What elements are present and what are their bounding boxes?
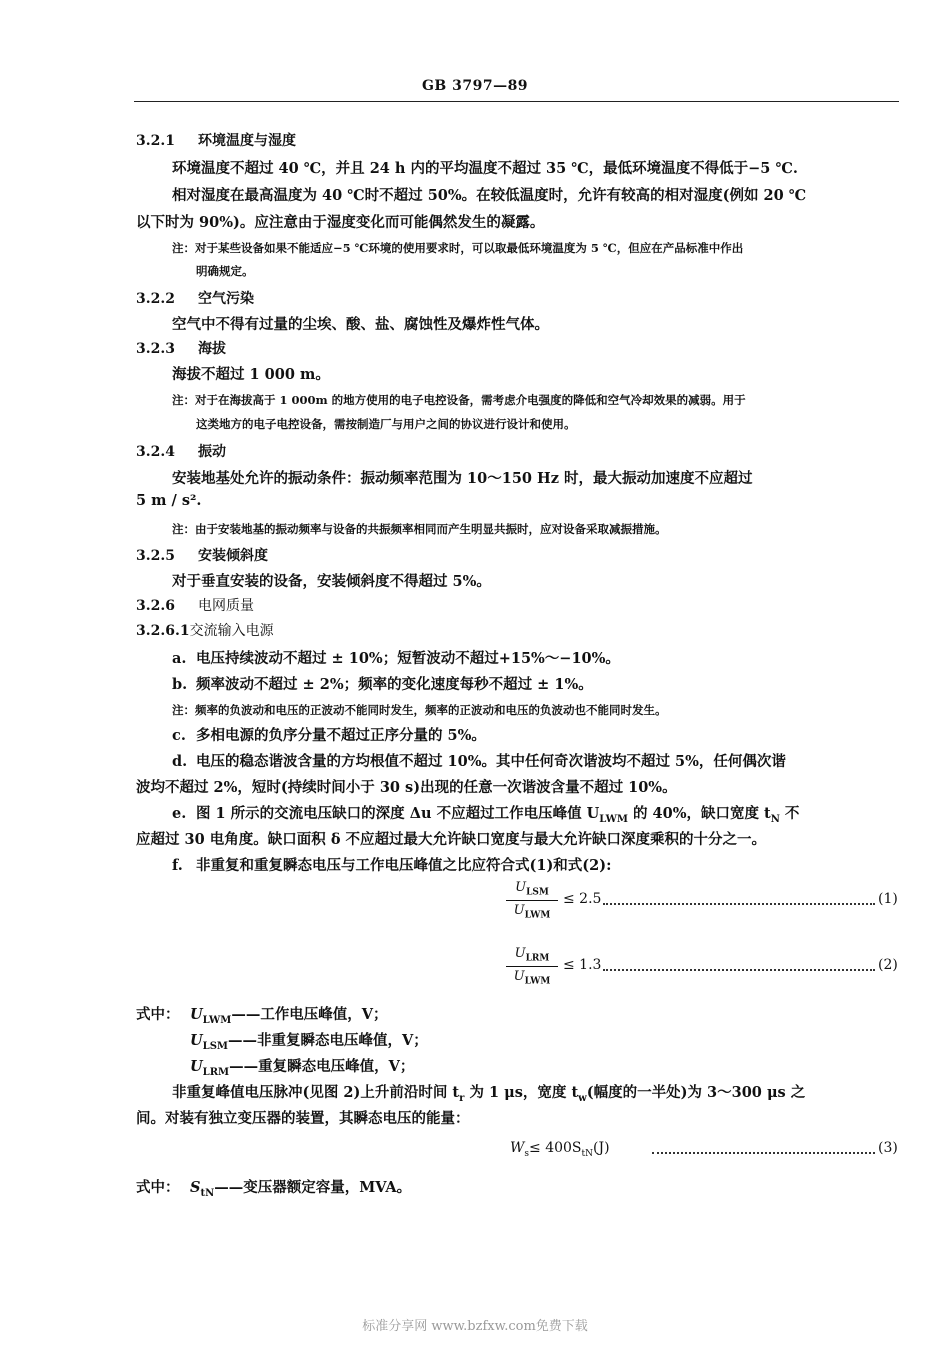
section-title: 交流输入电源 <box>189 623 274 639</box>
item-text: 频率波动不超过 ± 2%；频率的变化速度每秒不超过 ± 1%。 <box>196 676 593 693</box>
symbol: S <box>190 1179 201 1196</box>
item-text: 不 <box>779 805 800 822</box>
list-item-a <box>172 647 620 668</box>
symbol: W <box>510 1140 525 1156</box>
subscript: LSM <box>526 887 549 898</box>
formula-1-number: (1) <box>878 891 898 907</box>
paragraph: 5 m / s². <box>136 492 202 509</box>
definition: ——非重复瞬态电压峰值，V； <box>227 1032 428 1049</box>
section-3-2-1-heading <box>136 130 296 150</box>
item-text: 电压持续波动不超过 ± 10%；短暂波动不超过+15%～−10%。 <box>196 650 620 667</box>
leader-dots <box>652 1152 875 1154</box>
formula-1-relation: ≤ 2.5 <box>563 891 602 907</box>
item-key: e. <box>172 805 187 822</box>
formula-1-fraction <box>506 880 558 920</box>
subscript: LRM <box>202 1066 230 1078</box>
item-text: 非重复和重复瞬态电压与工作电压峰值之比应符合式(1)和式(2): <box>196 857 612 874</box>
formula-2-relation: ≤ 1.3 <box>563 957 602 973</box>
paragraph: 应超过 30 电角度。缺口面积 δ 不应超过最大允许缺口宽度与最大允许缺口深度乘积的十分之一。 <box>136 831 767 848</box>
list-item-e <box>172 802 799 825</box>
section-title: 电网质量 <box>198 598 254 614</box>
symbol: U <box>190 1032 203 1049</box>
list-item-b <box>172 673 593 694</box>
section-title: 振动 <box>198 444 226 460</box>
subscript: LWM <box>524 910 551 921</box>
section-title: 海拔 <box>198 341 226 357</box>
paragraph: 安装地基处允许的振动条件：振动频率范围为 10～150 Hz 时，最大振动加速度不应超过 <box>172 470 753 487</box>
formula-3-expression <box>510 1140 610 1159</box>
subscript: LWM <box>202 1014 232 1026</box>
section-3-2-6-1-heading <box>136 620 274 640</box>
fraction-bar <box>506 900 558 901</box>
subscript: tN <box>581 1148 594 1159</box>
list-item-d <box>172 750 786 771</box>
note-continuation: 这类地方的电子电控设备，需按制造厂与用户之间的协议进行设计和使用。 <box>196 417 576 431</box>
text: 非重复峰值电压脉冲(见图 2)上升前沿时间 t <box>172 1084 460 1101</box>
page-header: GB 3797—89 <box>421 78 529 94</box>
fraction-bar <box>506 966 558 967</box>
symbol: U <box>190 1006 203 1023</box>
section-number: 3.2.4 <box>136 444 175 460</box>
item-key: d. <box>172 753 188 770</box>
subscript: N <box>770 813 780 825</box>
symbol: U <box>190 1058 203 1075</box>
footer-watermark: 标准分享网 www.bzfxw.com免费下载 <box>362 1319 588 1334</box>
where-line-3 <box>190 1055 414 1078</box>
section-title: 空气污染 <box>198 291 254 307</box>
section-number: 3.2.6.1 <box>136 623 190 639</box>
formula-2-number: (2) <box>878 957 898 973</box>
paragraph: 间。对装有独立变压器的装置，其瞬态电压的能量： <box>136 1110 470 1127</box>
where-label: 式中： <box>136 1006 180 1023</box>
formula-2-fraction <box>506 946 558 986</box>
paragraph: 环境温度不超过 40 ℃，并且 24 h 内的平均温度不超过 35 ℃，最低环境温度不得低于−5 ℃. <box>172 160 798 177</box>
subscript: LRM <box>525 953 550 964</box>
where-label: 式中： <box>136 1179 180 1196</box>
subscript: tN <box>200 1187 215 1199</box>
section-number: 3.2.5 <box>136 548 175 564</box>
paragraph: 海拔不超过 1 000 m。 <box>172 366 330 383</box>
unit: (J) <box>593 1140 610 1156</box>
item-text: 的 40%，缺口宽度 t <box>627 805 771 822</box>
subscript: r <box>459 1092 465 1104</box>
section-title: 安装倾斜度 <box>198 548 268 564</box>
section-3-2-5-heading <box>136 545 268 565</box>
paragraph: 空气中不得有过量的尘埃、酸、盐、腐蚀性及爆炸性气体。 <box>172 316 549 333</box>
relation: ≤ 400S <box>529 1140 582 1156</box>
numerator <box>506 880 558 898</box>
item-text: 电压的稳态谐波含量的方均根值不超过 10%。其中任何奇次谐波均不超过 5%，任何偶次谐 <box>196 753 786 770</box>
numerator <box>506 946 558 964</box>
item-key: a. <box>172 650 187 667</box>
note-continuation: 明确规定。 <box>196 264 254 278</box>
subscript: LSM <box>202 1040 228 1052</box>
text: 为 1 μs，宽度 t <box>464 1084 579 1101</box>
paragraph: 以下时为 90%)。应注意由于湿度变化而可能偶然发生的凝露。 <box>136 214 545 231</box>
header-rule <box>134 101 899 102</box>
symbol: U <box>515 880 527 895</box>
where-line-2 <box>190 1029 428 1052</box>
paragraph: 波均不超过 2%，短时(持续时间小于 30 s)出现的任意一次谐波含量不超过 10%。 <box>136 779 677 796</box>
section-3-2-3-heading <box>136 338 226 358</box>
list-item-f <box>172 854 611 875</box>
section-3-2-6-heading <box>136 595 254 615</box>
section-3-2-2-heading <box>136 288 254 308</box>
note: 注：对于某些设备如果不能适应−5 ℃环境的使用要求时，可以取最低环境温度为 5 ℃，但应在产品标准中作出 <box>172 241 744 255</box>
paragraph <box>172 1081 805 1104</box>
section-number: 3.2.2 <box>136 291 175 307</box>
subscript: w <box>578 1092 587 1104</box>
section-number: 3.2.1 <box>136 133 175 149</box>
item-text: 多相电源的负序分量不超过正序分量的 5%。 <box>196 727 486 744</box>
note: 注：由于安装地基的振动频率与设备的共振频率相同而产生明显共振时，应对设备采取减振措施。 <box>172 522 667 536</box>
section-title: 环境温度与湿度 <box>198 133 296 149</box>
paragraph: 相对湿度在最高温度为 40 ℃时不超过 50%。在较低温度时，允许有较高的相对湿度(例如 20 ℃ <box>172 187 807 204</box>
item-text: 图 1 所示的交流电压缺口的深度 Δu 不应超过工作电压峰值 U <box>196 805 600 822</box>
formula-3-number: (3) <box>878 1140 898 1156</box>
where-line-1 <box>190 1003 388 1026</box>
section-3-2-4-heading <box>136 441 226 461</box>
item-key: b. <box>172 676 188 693</box>
symbol: U <box>513 902 525 918</box>
section-number: 3.2.6 <box>136 598 175 614</box>
section-number: 3.2.3 <box>136 341 175 357</box>
definition: ——工作电压峰值，V； <box>231 1006 388 1023</box>
symbol: U <box>513 968 525 984</box>
definition: ——重复瞬态电压峰值，V； <box>229 1058 415 1075</box>
text: (幅度的一半处)为 3～300 μs 之 <box>586 1084 806 1101</box>
subscript: s <box>524 1148 530 1159</box>
symbol: U <box>514 946 526 961</box>
paragraph: 对于垂直安装的设备，安装倾斜度不得超过 5%。 <box>172 573 491 590</box>
definition: ——变压器额定容量，MVA。 <box>214 1179 412 1196</box>
leader-dots <box>603 969 875 971</box>
subscript: LWM <box>524 976 551 987</box>
denominator <box>506 969 558 987</box>
leader-dots <box>603 903 875 905</box>
item-key: c. <box>172 727 186 744</box>
list-item-c <box>172 724 486 745</box>
item-key: f. <box>172 857 183 874</box>
where-line <box>190 1176 411 1199</box>
denominator <box>506 903 558 921</box>
note: 注：频率的负波动和电压的正波动不能同时发生，频率的正波动和电压的负波动也不能同时发生。 <box>172 703 667 717</box>
note: 注：对于在海拔高于 1 000m 的地方使用的电子电控设备，需考虑介电强度的降低和空气冷却效果的减弱。用于 <box>172 393 746 407</box>
subscript: LWM <box>599 813 628 825</box>
